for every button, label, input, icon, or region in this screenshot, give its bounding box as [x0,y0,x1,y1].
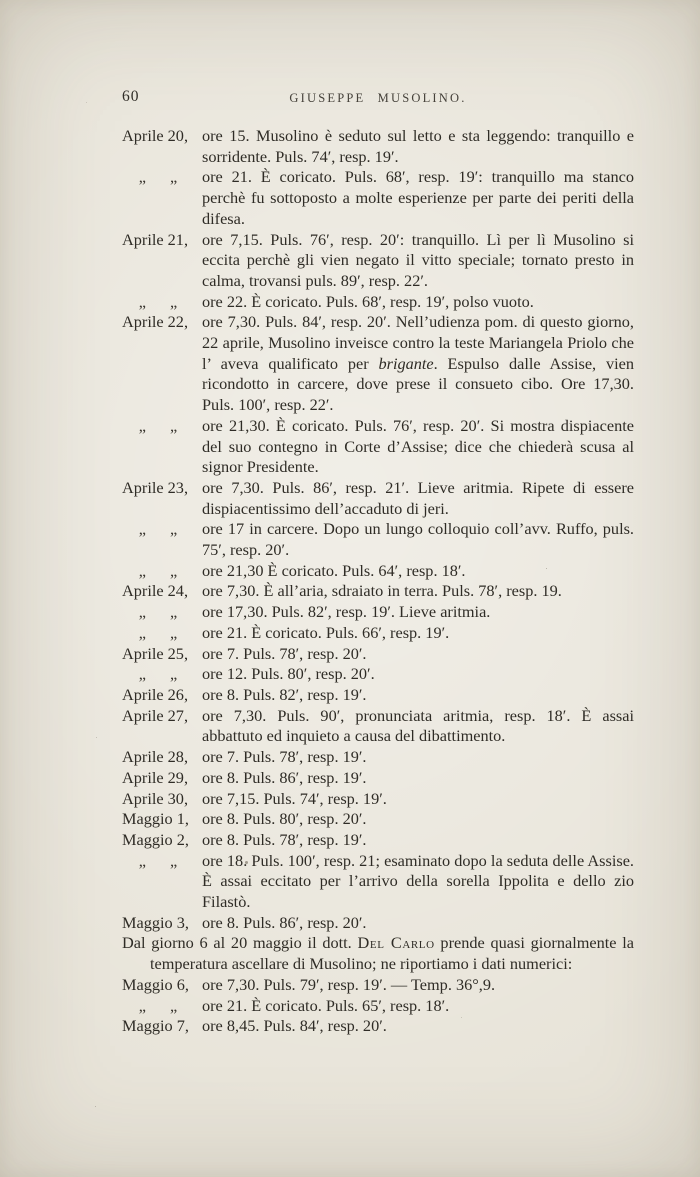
ditto-marks: „ „ [138,560,178,580]
entry-text: ore 21. È coricato. Puls. 65′, resp. 18′. [202,995,450,1015]
entry-date: Aprile 28, [122,747,189,767]
entry-text: ore 7. Puls. 78′, resp. 20′. [202,643,367,663]
entry-text: ore 7,30. Puls. 86′, resp. 21′. Lieve aritmia. Ripete di essere dispiacentissimo dell’accaduto di jeri. [202,477,634,518]
entry-text: ore 7. Puls. 78′, resp. 19′. [202,747,367,767]
entry-date: Aprile 23, [122,477,189,497]
entry-text: ore 21. È coricato. Puls. 68′, resp. 19′: tranquillo ma stanco perchè fu sottoposto a molte esperienze per parte dei periti della difesa. [202,167,634,228]
entry-text: ore 21,30. È coricato. Puls. 76′, resp. 20′. Si mostra dispiacente del suo contegno in Corte d’Assise; dice che chiederà scusa al signor Presidente. [202,415,634,477]
entry-text: ore 21,30 È coricato. Puls. 64′, resp. 18′. [202,560,466,580]
entry-date: Maggio 3, [122,912,189,932]
entry-date: Aprile 30, [122,788,189,808]
diary-entry [122,478,634,519]
diary-entries [122,126,634,1037]
diary-entry [122,747,634,768]
entry-text: ore 8. Puls. 86′, resp. 19′. [202,767,367,787]
entry-text: ore 7,15. Puls. 76′, resp. 20′: tranquillo. Lì per lì Musolino si eccita perchè gli vien negato il vitto speciale; tornato presto in calma, trovansi puls. 89′, resp. 22′. [202,229,634,290]
entry-text: ore 7,30. È all’aria, sdraiato in terra. Puls. 78′, resp. 19. [202,581,562,601]
diary-entry [122,292,634,313]
entry-text: ore 18. Puls. 100′, resp. 21; esaminato dopo la seduta delle Assise. È assai eccitato per l’arrivo della sorella Ippolita e dello zio Filastò. [202,850,634,912]
page-number: 60 [122,88,140,105]
diary-entry [122,416,634,478]
diary-entry [122,706,634,747]
diary-entry [122,1016,634,1037]
diary-entry [122,809,634,830]
ditto-marks: „ „ [138,664,178,684]
smallcaps-text: Del Carlo [357,933,435,953]
entry-text: prende quasi giornalmente la temperatura ascellare di Musolino; ne riportiamo i dati numerici: [150,933,635,974]
ditto-marks: „ „ [138,622,178,642]
entry-date: Aprile 20, [122,126,189,145]
entry-text: ore 17,30. Puls. 82′, resp. 19′. Lieve aritmia. [202,602,491,622]
entry-text: ore 8. Puls. 86′, resp. 20′. [202,912,367,932]
ditto-marks: „ „ [138,995,178,1015]
entry-date: Maggio 2, [122,829,189,849]
diary-entry [122,602,634,623]
ditto-marks: „ „ [138,602,178,622]
diary-entry [122,581,634,602]
ditto-marks: „ „ [138,415,178,435]
entry-date: Maggio 7, [122,1016,189,1036]
entry-text: Dal giorno 6 al 20 maggio il dott. [122,933,358,953]
entry-text: ore 7,15. Puls. 74′, resp. 19′. [202,788,387,808]
diary-entry [122,975,634,996]
entry-date: Aprile 21, [122,229,189,249]
entry-text: ore 8. Puls. 82′, resp. 19′. [202,684,367,704]
entry-date: Maggio 1, [122,809,189,829]
entry-text: ore 8,45. Puls. 84′, resp. 20′. [202,1016,387,1036]
entry-text: ore 22. È coricato. Puls. 68′, resp. 19′, polso vuoto. [202,291,534,311]
entry-text: ore 21. È coricato. Puls. 66′, resp. 19′. [202,622,450,642]
diary-entry [122,789,634,810]
italic-text: brigante [378,353,434,373]
ditto-marks: „ „ [138,291,178,311]
entry-text: ore 15. Musolino è seduto sul letto e sta leggendo: tranquillo e sorridente. Puls. 74′, resp. 19′. [202,126,634,166]
page-header [122,88,634,110]
entry-date: Aprile 27, [122,705,189,725]
diary-entry [122,996,634,1017]
entry-text: ore 8. Puls. 80′, resp. 20′. [202,809,367,829]
entry-date: Maggio 6, [122,974,189,994]
entry-date: Aprile 24, [122,581,189,601]
entry-text: ore 17 in carcere. Dopo un lungo colloquio coll’avv. Ruffo, puls. 75′, resp. 20′. [202,519,634,560]
entry-date: Aprile 26, [122,684,189,704]
ditto-marks: „ „ [138,167,178,187]
diary-entry [122,312,634,416]
ditto-marks: „ „ [138,850,178,870]
diary-entry [122,664,634,685]
diary-entry [122,685,634,706]
entry-text: ore 8. Puls. 78′, resp. 19′. [202,829,367,849]
entry-text: ore 7,30. Puls. 90′, pronunciata aritmia, resp. 18′. È assai abbattuto ed inquieto a causa del dibattimento. [202,705,634,746]
entry-text: ore 7,30. Puls. 79′, resp. 19′. — Temp. 36°,9. [202,974,496,994]
entry-text: ore 7,30. Puls. 84′, resp. 20′. Nell’udienza pom. di questo giorno, 22 aprile, Musolino inveisce contro la teste Mariangela Priolo che l’ aveva qualificato per [202,312,634,373]
diary-entry [122,768,634,789]
ditto-marks: „ „ [138,519,178,539]
diary-entry [122,126,634,167]
entry-date: Aprile 22, [122,312,189,332]
entry-text: ore 12. Puls. 80′, resp. 20′. [202,664,375,684]
entry-text: . Espulso dalle Assise, vien ricondotto in carcere, dove prese il consueto cibo. Ore 17,30. Puls. 100′, resp. 22′. [202,353,634,415]
running-header-title: GIUSEPPE MUSOLINO. [289,91,467,105]
entry-date: Aprile 25, [122,643,189,663]
diary-entry [122,623,634,644]
diary-entry [122,230,634,292]
diary-entry [122,167,634,229]
diary-entry [122,644,634,665]
entry-date: Aprile 29, [122,767,189,787]
closing-paragraph [122,933,634,974]
diary-entry [122,519,634,560]
diary-entry [122,913,634,934]
diary-entry [122,830,634,851]
diary-entry [122,851,634,913]
diary-entry [122,561,634,582]
